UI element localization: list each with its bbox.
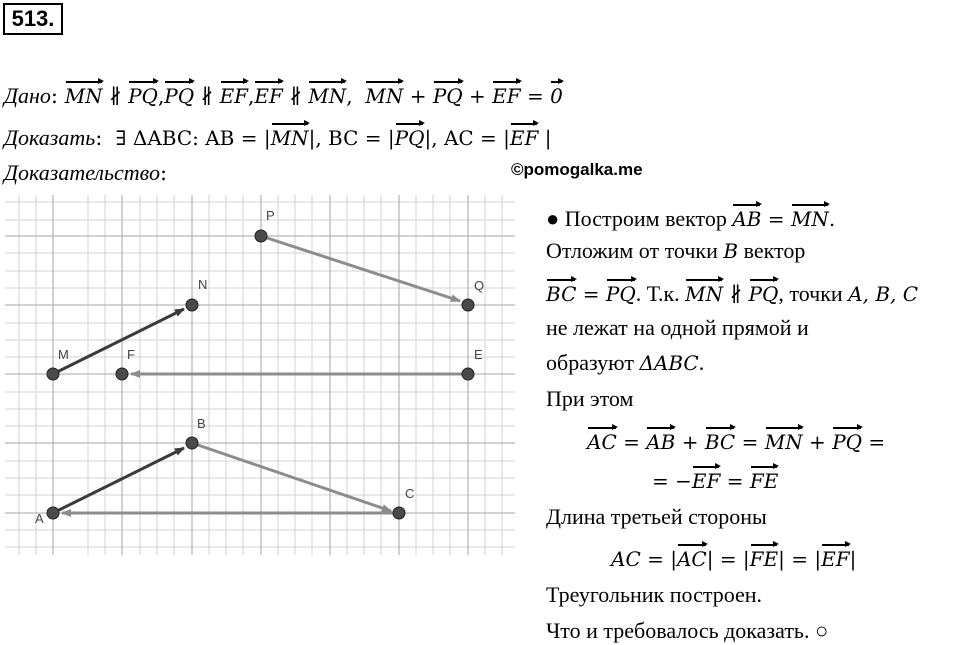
prove-mid-2: |, AC = | [424, 126, 510, 150]
vec-pq: PQ [606, 276, 636, 306]
proof-line-7: AC = AB + BC = MN + PQ = [587, 424, 885, 455]
triangle-ref: ΔABC [639, 351, 699, 375]
vec-bc: BC [546, 276, 576, 306]
vec-pq: PQ [832, 424, 862, 454]
proof-line-11: Треугольник построен. [546, 582, 763, 607]
prove-mid-1: |, BC = | [308, 126, 395, 150]
proof-text: Отложим от точки [546, 238, 724, 263]
proof-text: вектор [738, 238, 806, 263]
vec-ef: EF [821, 541, 849, 571]
vector-figure [0, 185, 520, 560]
prove-vector-mn: MN [271, 120, 309, 150]
vector-mn [53, 309, 184, 374]
proof-text: образуют [546, 350, 640, 375]
given-vector-4: EF [220, 78, 248, 108]
vec-fe: FE [750, 541, 778, 571]
vec-fe: FE [750, 463, 778, 493]
given-colon: : [50, 84, 58, 108]
point-ref: B [723, 239, 739, 263]
label-m: M [58, 347, 69, 362]
point-a [47, 507, 59, 519]
vec-ac: AC [677, 541, 707, 571]
point-m [47, 368, 59, 380]
vector-bc [192, 443, 391, 511]
watermark: ©pomogalka.me [511, 160, 643, 179]
point-q [462, 299, 474, 311]
proof-line-10: AC = |AC| = |FE| = |EF| [611, 541, 856, 572]
proof-line-2 [546, 238, 805, 264]
proof-line-4: не лежат на одной прямой и [546, 315, 809, 340]
sum-vector-3: EF [492, 78, 520, 108]
vec-bc: BC [705, 424, 735, 454]
not-parallel-2: ∦ [200, 84, 214, 108]
sum-vector-2: PQ [433, 78, 463, 108]
not-parallel: ∦ [729, 282, 743, 306]
vec-ab: AB [732, 201, 761, 231]
proof-line-8: = −EF = FE [652, 463, 778, 494]
prove-vector-ef: EF [510, 120, 538, 150]
problem-number: 513. [3, 3, 63, 35]
point-p [255, 230, 267, 242]
vec-mn: MN [791, 201, 829, 231]
point-b [186, 437, 198, 449]
proof-line-9: Длина третьей стороны [546, 504, 767, 529]
prove-exists: ∃ ΔABC: AB = | [115, 126, 271, 150]
prove-end: | [538, 126, 552, 150]
prove-label: Доказать [4, 125, 96, 150]
proof-heading-line: Доказательство: [4, 160, 168, 185]
vector-ab [53, 448, 184, 513]
given-vector-1: MN [65, 78, 103, 108]
point-f [116, 368, 128, 380]
label-n: N [198, 277, 208, 292]
vec-ac: AC [587, 424, 617, 454]
points-ref: A, B, C [848, 282, 919, 306]
prove-vector-pq: PQ [395, 120, 425, 150]
not-parallel-1: ∦ [109, 84, 122, 108]
prove-line: Доказать: ∃ ΔABC: AB = |MN|, BC = |PQ|, AC = |EF | [4, 120, 552, 151]
point-n [186, 299, 198, 311]
given-vector-3: PQ [164, 78, 194, 108]
vec-pq: PQ [749, 276, 779, 306]
sum-vector-1: MN [365, 78, 403, 108]
label-f: F [127, 347, 135, 362]
given-label: Дано [4, 83, 51, 108]
given-line: Дано: MN ∦ PQ,PQ ∦ EF,EF ∦ MN, MN + PQ + EF = 0 [4, 78, 563, 109]
vec-ab: AB [646, 424, 675, 454]
vec-ef: EF [692, 463, 720, 493]
label-e: E [474, 347, 483, 362]
vec-mn: MN [765, 424, 803, 454]
label-a: A [35, 511, 44, 526]
given-vector-6: MN [308, 78, 346, 108]
point-e [462, 368, 474, 380]
proof-text: . Т.к. [635, 281, 686, 306]
vec-mn: MN [685, 276, 723, 306]
proof-line-3: BC = PQ. Т.к. MN ∦ PQ, точки A, B, C [546, 276, 918, 307]
proof-line-12: Что и требовалось доказать. ○ [546, 618, 829, 643]
proof-line-1: ● Построим вектор AB = MN. [546, 201, 835, 232]
label-c: C [405, 486, 415, 501]
vector-pq [261, 236, 460, 301]
label-b: B [197, 416, 206, 431]
proof-line-5: образуют ΔABC. [546, 350, 705, 375]
point-c [393, 507, 405, 519]
given-vector-5: EF [254, 78, 282, 108]
proof-heading: Доказательство [4, 160, 160, 185]
zero-vector: 0 [550, 78, 563, 108]
proof-line-6: При этом [546, 386, 634, 411]
label-q: Q [474, 278, 485, 293]
length-expr: AC = | [611, 547, 677, 571]
proof-text: ● Построим вектор [546, 206, 733, 231]
given-vector-2: PQ [128, 78, 158, 108]
proof-text: , точки [778, 281, 849, 306]
not-parallel-3: ∦ [289, 84, 302, 108]
label-p: P [266, 208, 275, 223]
